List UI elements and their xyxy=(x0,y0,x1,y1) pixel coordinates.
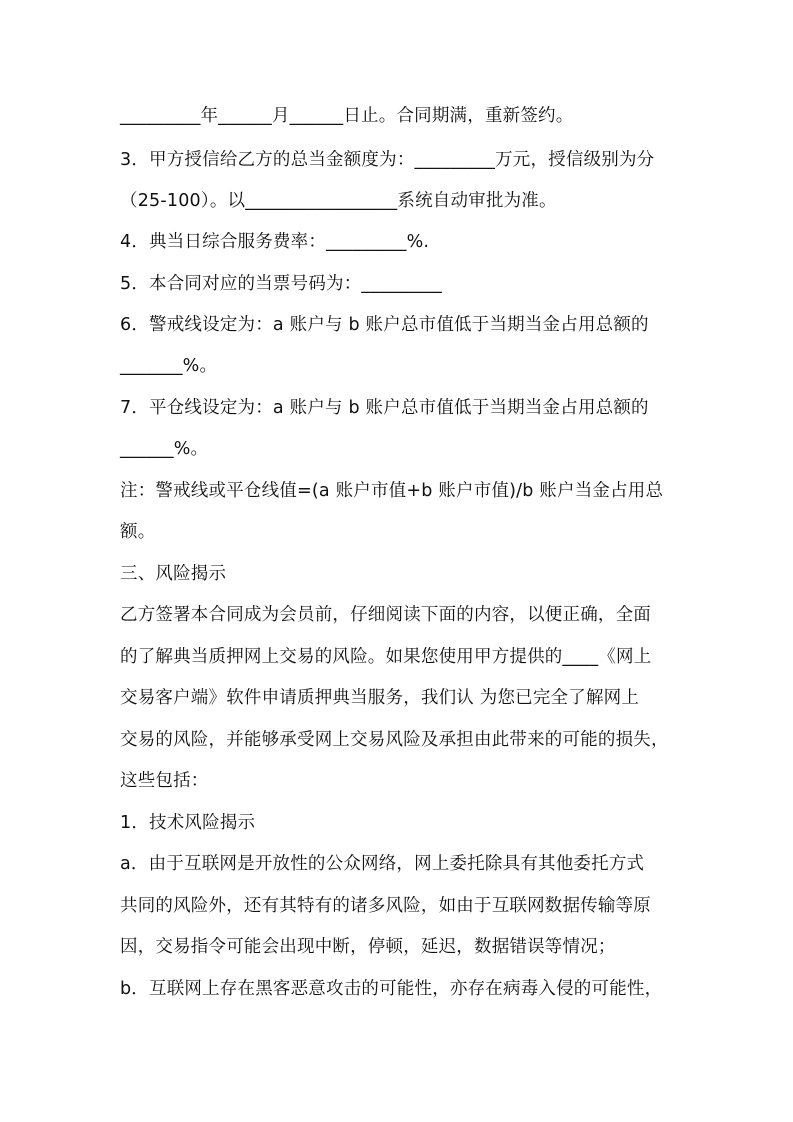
text-line-para-2: 的了解典当质押网上交易的风险。如果您使用甲方提供的____《网上 xyxy=(120,647,652,667)
text-line-item-a-3: 因，交易指令可能会出现中断，停顿，延迟，数据错误等情况； xyxy=(120,937,616,957)
text-line-item-6: 6．警戒线设定为：a 账户与 b 账户总市值低于当期当金占用总额的 xyxy=(120,315,649,335)
subheading-tech-risk: 1．技术风险揭示 xyxy=(120,813,256,833)
text-line-para-1: 乙方签署本合同成为会员前，仔细阅读下面的内容，以便正确，全面 xyxy=(120,605,651,625)
text-line-item-a: a．由于互联网是开放性的公众网络，网上委托除具有其他委托方式 xyxy=(120,854,645,874)
text-line-item-a-2: 共同的风险外，还有其特有的诸多风险，如由于互联网数据传输等原 xyxy=(120,896,651,916)
text-line-item-6-cont: _______%。 xyxy=(120,356,218,376)
text-line-note: 注：警戒线或平仓线值=(a 账户市值+b 账户市值)/b 账户当金占用总 xyxy=(120,481,664,501)
text-line-item-4: 4．典当日综合服务费率：_________%. xyxy=(120,232,430,252)
text-line-item-5: 5．本合同对应的当票号码为：_________ xyxy=(120,274,442,294)
text-line-date-term: _________年______月______日止。合同期满，重新签约。 xyxy=(120,106,574,126)
text-line-note-cont: 额。 xyxy=(120,522,156,542)
text-line-para-3: 交易客户端》软件申请质押典当服务，我们认 为您已完全了解网上 xyxy=(120,688,640,708)
text-line-item-7: 7．平仓线设定为：a 账户与 b 账户总市值低于当期当金占用总额的 xyxy=(120,398,649,418)
text-line-item-b: b．互联网上存在黑客恶意攻击的可能性，亦存在病毒入侵的可能性， xyxy=(120,979,663,999)
text-line-para-4: 交易的风险，并能够承受网上交易风险及承担由此带来的可能的损失， xyxy=(120,730,669,750)
text-line-item-3: 3．甲方授信给乙方的总当金额度为：_________万元，授信级别为分 xyxy=(120,150,655,170)
text-line-para-5: 这些包括： xyxy=(120,771,209,791)
section-heading-risk: 三、风险揭示 xyxy=(120,564,227,584)
text-line-item-3-cont: （25-100）。以_________________系统自动审批为准。 xyxy=(120,191,557,211)
text-line-item-7-cont: ______%。 xyxy=(120,439,209,459)
